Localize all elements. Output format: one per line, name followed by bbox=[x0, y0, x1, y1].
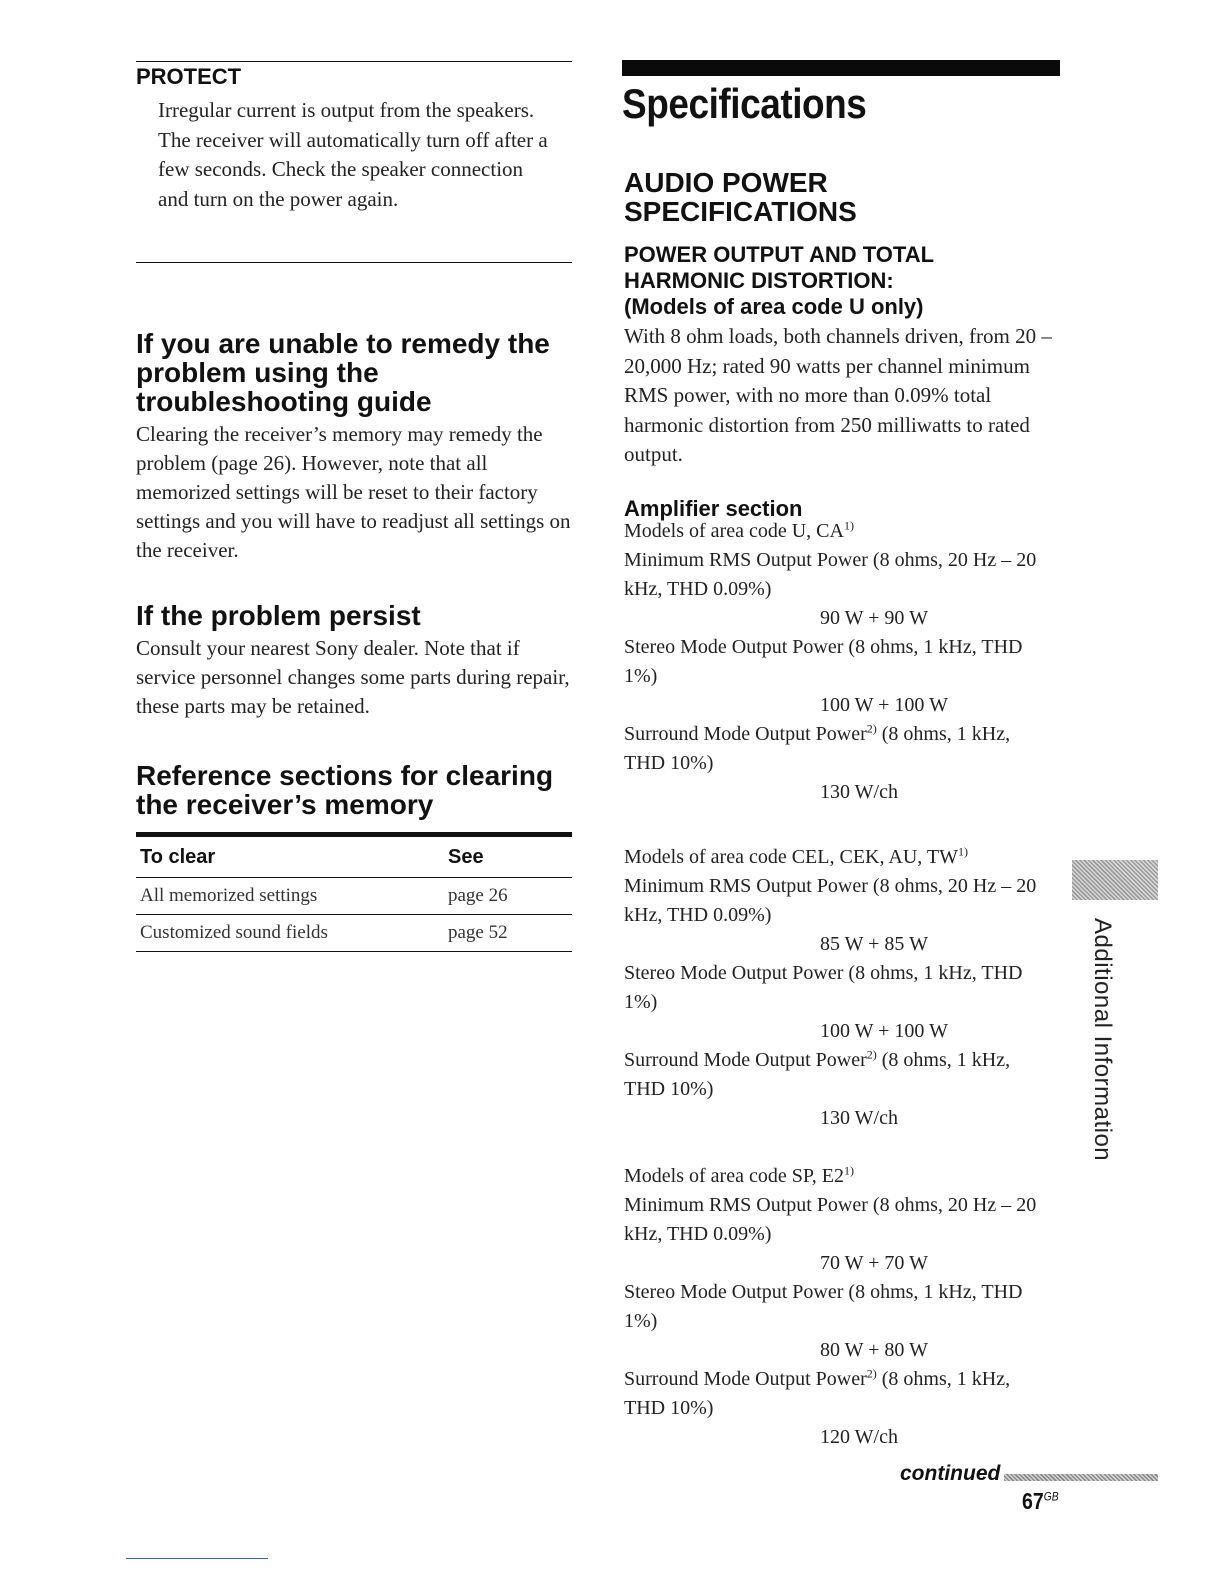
table-cell-item: Customized sound fields bbox=[136, 915, 444, 952]
stereo-value: 100 W + 100 W bbox=[820, 694, 948, 716]
surround-value: 130 W/ch bbox=[820, 781, 898, 803]
models-line: Models of area code SP, E2$^{1)}$ bbox=[624, 1163, 854, 1187]
protect-text: Irregular current is output from the speakers. The receiver will automatically turn off after a few seconds. Check the speaker connection and turn on the power again. bbox=[158, 98, 548, 211]
section-tab-marker bbox=[1072, 860, 1158, 900]
stereo-value: 100 W + 100 W bbox=[820, 1020, 948, 1042]
section-tab-label bbox=[1078, 918, 1118, 1168]
stereo-value: 80 W + 80 W bbox=[820, 1339, 928, 1361]
power-output-heading-line: POWER OUTPUT AND TOTAL bbox=[624, 242, 935, 267]
page-title: Specifications bbox=[622, 80, 867, 127]
models-line: Models of area code CEL, CEK, AU, TW$^{1)}$ bbox=[624, 844, 968, 868]
footer-rule bbox=[126, 1558, 268, 1559]
stereo-line: Stereo Mode Output Power (8 ohms, 1 kHz, THD 1%) bbox=[624, 636, 1023, 687]
surround-line: Surround Mode Output Power$^{2)}$ (8 ohms, 1 kHz, THD 10%) bbox=[624, 721, 1011, 774]
surround-value: 120 W/ch bbox=[820, 1426, 898, 1448]
stereo-line: Stereo Mode Output Power (8 ohms, 1 kHz, THD 1%) bbox=[624, 962, 1023, 1013]
surround-value: 130 W/ch bbox=[820, 1107, 898, 1129]
table-cell-see: page 52 bbox=[444, 915, 572, 952]
min-rms-line: Minimum RMS Output Power (8 ohms, 20 Hz – 20 kHz, THD 0.09%) bbox=[624, 875, 1037, 926]
table-header-row bbox=[136, 835, 572, 878]
section-tab-text: Additional Information bbox=[1089, 918, 1116, 1162]
col-see: See bbox=[444, 835, 572, 878]
spec-block bbox=[624, 1162, 1044, 1452]
table-cell-item: All memorized settings bbox=[136, 878, 444, 915]
unable-heading: If you are unable to remedy the problem using the troubleshooting guide bbox=[136, 328, 550, 417]
min-rms-value: 70 W + 70 W bbox=[820, 1252, 928, 1274]
table-row bbox=[136, 878, 572, 915]
surround-line: Surround Mode Output Power$^{2)}$ (8 ohms, 1 kHz, THD 10%) bbox=[624, 1366, 1011, 1419]
surround-line: Surround Mode Output Power$^{2)}$ (8 ohms, 1 kHz, THD 10%) bbox=[624, 1047, 1011, 1100]
spec-block bbox=[624, 843, 1044, 1133]
persist-section bbox=[136, 601, 576, 721]
min-rms-line: Minimum RMS Output Power (8 ohms, 20 Hz – 20 kHz, THD 0.09%) bbox=[624, 1194, 1037, 1245]
protect-section bbox=[136, 61, 572, 214]
reference-table bbox=[136, 832, 572, 952]
page-number: $67^{GB}$ bbox=[1022, 1488, 1059, 1514]
title-bar bbox=[622, 60, 1060, 76]
persist-text: Consult your nearest Sony dealer. Note that if service personnel changes some parts during repair, these parts may be retained. bbox=[136, 636, 570, 718]
reference-section bbox=[136, 761, 576, 819]
min-rms-value: 85 W + 85 W bbox=[820, 933, 928, 955]
reference-heading: Reference sections for clearing the receiver’s memory bbox=[136, 760, 554, 820]
power-output-heading-line: HARMONIC DISTORTION: bbox=[624, 268, 894, 293]
continued-bar bbox=[1004, 1474, 1158, 1481]
audio-power-heading: AUDIO POWER SPECIFICATIONS bbox=[624, 167, 857, 227]
persist-heading: If the problem persist bbox=[136, 600, 421, 631]
divider bbox=[136, 262, 572, 263]
min-rms-line: Minimum RMS Output Power (8 ohms, 20 Hz – 20 kHz, THD 0.09%) bbox=[624, 549, 1037, 600]
power-output-heading-line: (Models of area code U only) bbox=[624, 294, 924, 319]
amplifier-heading: Amplifier section bbox=[624, 496, 803, 521]
protect-title: PROTECT bbox=[136, 64, 242, 89]
unable-text: Clearing the receiver’s memory may remedy the problem (page 26). However, note that all memorized settings will be reset to their factory settings and you will have to readjust all settings on the receiver. bbox=[136, 422, 571, 562]
table-row bbox=[136, 915, 572, 952]
unable-section bbox=[136, 329, 576, 565]
divider bbox=[136, 61, 572, 62]
power-output-text: With 8 ohm loads, both channels driven, from 20 – 20,000 Hz; rated 90 watts per channel minimum RMS power, with no more than 0.09% total harmonic distortion from 250 milliwatts to rated output. bbox=[624, 324, 1052, 466]
power-output-heading bbox=[624, 242, 1054, 320]
stereo-line: Stereo Mode Output Power (8 ohms, 1 kHz, THD 1%) bbox=[624, 1281, 1023, 1332]
continued-label: continued bbox=[900, 1462, 1001, 1485]
col-to-clear: To clear bbox=[136, 835, 444, 878]
table-cell-see: page 26 bbox=[444, 878, 572, 915]
models-line: Models of area code U, CA$^{1)}$ bbox=[624, 518, 854, 542]
min-rms-value: 90 W + 90 W bbox=[820, 607, 928, 629]
spec-block bbox=[624, 517, 1044, 807]
